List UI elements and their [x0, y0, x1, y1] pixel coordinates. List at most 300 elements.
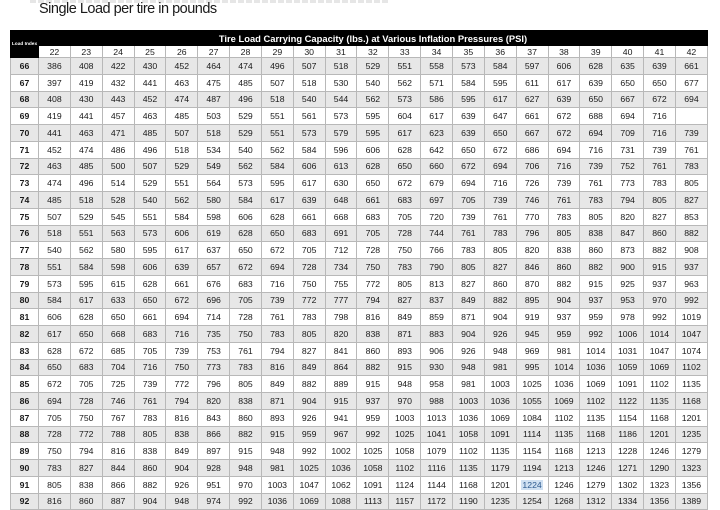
capacity-cell: 992	[675, 292, 707, 309]
capacity-cell: 783	[230, 359, 262, 376]
capacity-cell: 783	[39, 460, 71, 477]
load-index-cell: 78	[11, 259, 39, 276]
capacity-cell: 1389	[675, 493, 707, 510]
capacity-cell: 650	[452, 141, 484, 158]
capacity-cell: 630	[325, 175, 357, 192]
capacity-cell: 948	[452, 359, 484, 376]
capacity-cell: 464	[198, 58, 230, 75]
capacity-cell: 463	[39, 158, 71, 175]
capacity-cell: 1088	[325, 493, 357, 510]
page-title: Single Load per tire in pounds	[39, 1, 217, 17]
capacity-cell: 705	[452, 192, 484, 209]
capacity-cell: 1006	[612, 326, 644, 343]
capacity-cell: 595	[134, 242, 166, 259]
capacity-cell: 694	[548, 141, 580, 158]
capacity-cell: 661	[516, 108, 548, 125]
capacity-cell: 457	[102, 108, 134, 125]
capacity-cell: 937	[644, 275, 676, 292]
capacity-cell: 1091	[612, 376, 644, 393]
capacity-cell: 562	[389, 74, 421, 91]
capacity-cell: 617	[261, 192, 293, 209]
table-row	[11, 192, 708, 209]
capacity-cell: 639	[452, 108, 484, 125]
capacity-cell: 959	[580, 309, 612, 326]
capacity-cell: 897	[198, 443, 230, 460]
load-index-cell: 81	[11, 309, 39, 326]
capacity-cell: 915	[389, 359, 421, 376]
capacity-cell: 650	[261, 225, 293, 242]
capacity-cell: 518	[325, 58, 357, 75]
capacity-cell: 683	[230, 275, 262, 292]
capacity-cell: 889	[325, 376, 357, 393]
capacity-cell: 805	[230, 376, 262, 393]
capacity-cell: 584	[261, 158, 293, 175]
capacity-cell: 871	[452, 309, 484, 326]
capacity-cell: 696	[198, 292, 230, 309]
capacity-cell: 408	[39, 91, 71, 108]
capacity-cell: 1014	[580, 342, 612, 359]
capacity-cell: 551	[39, 259, 71, 276]
capacity-cell: 1062	[325, 476, 357, 493]
psi-header-cell: 37	[516, 46, 548, 58]
capacity-cell: 1194	[516, 460, 548, 477]
capacity-cell: 683	[70, 359, 102, 376]
capacity-cell: 970	[644, 292, 676, 309]
capacity-cell: 1246	[548, 476, 580, 493]
capacity-cell: 1014	[644, 326, 676, 343]
capacity-cell: 816	[357, 309, 389, 326]
capacity-cell: 1190	[452, 493, 484, 510]
capacity-cell: 1168	[644, 409, 676, 426]
capacity-cell: 540	[357, 74, 389, 91]
capacity-cell: 712	[325, 242, 357, 259]
capacity-cell: 529	[230, 108, 262, 125]
capacity-cell: 1154	[516, 443, 548, 460]
capacity-cell: 794	[261, 342, 293, 359]
capacity-cell: 904	[548, 292, 580, 309]
capacity-cell: 705	[134, 342, 166, 359]
capacity-cell: 529	[357, 58, 389, 75]
psi-header-cell: 26	[166, 46, 198, 58]
capacity-cell: 661	[293, 208, 325, 225]
table-row	[11, 426, 708, 443]
capacity-cell: 992	[230, 493, 262, 510]
capacity-cell: 853	[675, 208, 707, 225]
capacity-cell: 628	[39, 342, 71, 359]
capacity-cell: 562	[261, 141, 293, 158]
capacity-cell: 1102	[389, 460, 421, 477]
capacity-cell: 726	[516, 175, 548, 192]
capacity-cell: 485	[39, 192, 71, 209]
capacity-cell: 639	[166, 259, 198, 276]
capacity-cell: 820	[612, 208, 644, 225]
capacity-cell: 959	[293, 426, 325, 443]
capacity-cell: 772	[166, 376, 198, 393]
capacity-cell: 1124	[389, 476, 421, 493]
capacity-cell: 882	[484, 292, 516, 309]
table-row	[11, 242, 708, 259]
capacity-cell: 1025	[293, 460, 325, 477]
capacity-cell: 716	[134, 359, 166, 376]
capacity-cell: 1135	[548, 426, 580, 443]
capacity-cell: 1069	[293, 493, 325, 510]
capacity-cell: 838	[70, 476, 102, 493]
capacity-cell: 584	[293, 141, 325, 158]
capacity-cell: 992	[357, 426, 389, 443]
load-index-cell: 91	[11, 476, 39, 493]
capacity-cell: 739	[166, 342, 198, 359]
capacity-cell: 1279	[675, 443, 707, 460]
capacity-cell: 728	[70, 393, 102, 410]
capacity-cell: 1302	[612, 476, 644, 493]
capacity-cell: 820	[516, 242, 548, 259]
capacity-cell: 518	[261, 91, 293, 108]
capacity-cell: 595	[357, 108, 389, 125]
capacity-cell: 725	[102, 376, 134, 393]
capacity-cell: 606	[293, 158, 325, 175]
capacity-cell: 1168	[452, 476, 484, 493]
capacity-cell: 958	[421, 376, 453, 393]
capacity-cell: 514	[102, 175, 134, 192]
load-index-cell: 80	[11, 292, 39, 309]
capacity-cell: 650	[134, 292, 166, 309]
capacity-cell: 685	[102, 342, 134, 359]
capacity-cell: 846	[516, 259, 548, 276]
capacity-cell: 615	[102, 275, 134, 292]
capacity-cell: 783	[644, 175, 676, 192]
capacity-cell: 1102	[675, 359, 707, 376]
capacity-cell: 915	[230, 443, 262, 460]
capacity-cell: 969	[516, 342, 548, 359]
capacity-cell: 750	[389, 242, 421, 259]
load-index-cell: 76	[11, 225, 39, 242]
capacity-cell: 755	[325, 275, 357, 292]
table-row	[11, 208, 708, 225]
capacity-cell: 860	[357, 342, 389, 359]
capacity-cell: 496	[134, 141, 166, 158]
psi-header-cell: 33	[389, 46, 421, 58]
capacity-cell: 714	[198, 309, 230, 326]
capacity-cell: 1102	[580, 393, 612, 410]
load-index-cell: 67	[11, 74, 39, 91]
capacity-cell: 705	[389, 208, 421, 225]
capacity-cell: 805	[134, 426, 166, 443]
capacity-cell: 606	[230, 208, 262, 225]
capacity-cell: 772	[357, 275, 389, 292]
table-row	[11, 376, 708, 393]
capacity-cell: 617	[39, 326, 71, 343]
capacity-cell: 650	[389, 158, 421, 175]
capacity-cell: 915	[580, 275, 612, 292]
table-row	[11, 125, 708, 142]
capacity-cell: 573	[134, 225, 166, 242]
capacity-cell: 596	[325, 141, 357, 158]
capacity-cell: 813	[421, 275, 453, 292]
capacity-cell: 386	[39, 58, 71, 75]
capacity-cell: 672	[548, 125, 580, 142]
capacity-cell: 770	[516, 208, 548, 225]
capacity-cell: 739	[644, 141, 676, 158]
table-row	[11, 275, 708, 292]
capacity-cell: 1091	[484, 426, 516, 443]
load-index-cell: 83	[11, 342, 39, 359]
tire-load-table	[10, 30, 708, 510]
capacity-cell: 1114	[516, 426, 548, 443]
capacity-cell: 471	[102, 125, 134, 142]
capacity-cell: 735	[198, 326, 230, 343]
table-row	[11, 443, 708, 460]
capacity-cell: 1025	[516, 376, 548, 393]
capacity-cell: 584	[484, 58, 516, 75]
capacity-cell: 623	[421, 125, 453, 142]
capacity-cell: 908	[675, 242, 707, 259]
capacity-cell: 1135	[580, 409, 612, 426]
capacity-cell: 1047	[675, 326, 707, 343]
load-index-cell: 84	[11, 359, 39, 376]
capacity-cell: 584	[39, 292, 71, 309]
psi-header-cell: 25	[134, 46, 166, 58]
capacity-cell: 1157	[389, 493, 421, 510]
capacity-cell: 562	[230, 158, 262, 175]
load-index-cell: 92	[11, 493, 39, 510]
capacity-cell: 925	[612, 275, 644, 292]
capacity-cell: 767	[102, 409, 134, 426]
capacity-cell: 611	[516, 74, 548, 91]
capacity-cell: 584	[452, 74, 484, 91]
load-index-cell: 66	[11, 58, 39, 75]
capacity-cell: 452	[39, 141, 71, 158]
capacity-cell: 1069	[644, 359, 676, 376]
capacity-cell: 945	[516, 326, 548, 343]
capacity-cell: 705	[357, 225, 389, 242]
capacity-cell: 860	[484, 275, 516, 292]
capacity-cell: 728	[389, 225, 421, 242]
capacity-cell: 463	[134, 108, 166, 125]
capacity-cell: 584	[70, 259, 102, 276]
capacity-cell: 750	[39, 443, 71, 460]
capacity-cell: 753	[198, 342, 230, 359]
capacity-cell: 882	[644, 242, 676, 259]
table-row	[11, 393, 708, 410]
capacity-cell: 705	[293, 242, 325, 259]
table-row	[11, 409, 708, 426]
capacity-cell: 452	[134, 91, 166, 108]
capacity-cell: 948	[484, 342, 516, 359]
capacity-cell: 805	[644, 192, 676, 209]
capacity-cell: 796	[198, 376, 230, 393]
capacity-cell: 507	[39, 208, 71, 225]
capacity-cell: 628	[357, 158, 389, 175]
capacity-cell: 915	[325, 393, 357, 410]
capacity-cell: 847	[612, 225, 644, 242]
capacity-cell: 981	[261, 460, 293, 477]
capacity-cell: 820	[325, 326, 357, 343]
capacity-cell: 1168	[548, 443, 580, 460]
capacity-cell: 843	[198, 409, 230, 426]
capacity-cell: 573	[325, 108, 357, 125]
capacity-cell: 1201	[675, 409, 707, 426]
capacity-cell: 860	[134, 460, 166, 477]
capacity-cell: 650	[230, 242, 262, 259]
capacity-cell: 606	[548, 58, 580, 75]
capacity-cell: 683	[293, 225, 325, 242]
capacity-cell: 672	[230, 259, 262, 276]
capacity-cell: 580	[102, 242, 134, 259]
capacity-cell: 628	[230, 225, 262, 242]
capacity-cell: 783	[389, 259, 421, 276]
capacity-cell: 564	[198, 175, 230, 192]
capacity-cell: 838	[134, 443, 166, 460]
capacity-cell: 432	[102, 74, 134, 91]
capacity-cell: 750	[357, 259, 389, 276]
capacity-cell: 650	[484, 125, 516, 142]
capacity-cell: 551	[389, 58, 421, 75]
capacity-cell: 728	[39, 426, 71, 443]
capacity-cell: 419	[39, 108, 71, 125]
capacity-cell: 1047	[293, 476, 325, 493]
capacity-cell: 1246	[644, 443, 676, 460]
capacity-cell: 430	[134, 58, 166, 75]
capacity-cell: 474	[166, 91, 198, 108]
capacity-cell: 485	[166, 108, 198, 125]
capacity-cell: 1172	[421, 493, 453, 510]
capacity-cell: 926	[293, 409, 325, 426]
capacity-cell: 540	[230, 141, 262, 158]
capacity-cell: 805	[484, 242, 516, 259]
capacity-cell: 937	[357, 393, 389, 410]
capacity-cell: 716	[548, 158, 580, 175]
capacity-cell: 1025	[357, 443, 389, 460]
capacity-cell: 507	[166, 125, 198, 142]
load-index-cell: 85	[11, 376, 39, 393]
capacity-cell: 1144	[421, 476, 453, 493]
capacity-cell: 617	[293, 175, 325, 192]
capacity-cell: 716	[166, 326, 198, 343]
capacity-cell: 887	[102, 493, 134, 510]
capacity-cell: 534	[198, 141, 230, 158]
capacity-cell: 529	[134, 175, 166, 192]
capacity-cell: 642	[421, 141, 453, 158]
capacity-cell: 870	[516, 275, 548, 292]
capacity-cell: 849	[452, 292, 484, 309]
capacity-cell: 1031	[612, 342, 644, 359]
capacity-cell: 948	[166, 493, 198, 510]
capacity-cell: 988	[421, 393, 453, 410]
load-index-cell: 89	[11, 443, 39, 460]
capacity-cell: 598	[198, 208, 230, 225]
table-row	[11, 493, 708, 510]
capacity-cell: 628	[389, 141, 421, 158]
capacity-cell: 761	[134, 393, 166, 410]
capacity-cell: 919	[516, 309, 548, 326]
capacity-cell: 1102	[644, 376, 676, 393]
table-row	[11, 259, 708, 276]
capacity-cell: 443	[102, 91, 134, 108]
capacity-cell: 474	[39, 175, 71, 192]
capacity-cell: 849	[166, 443, 198, 460]
capacity-cell: 551	[261, 108, 293, 125]
capacity-cell: 1201	[644, 426, 676, 443]
psi-header-cell: 24	[102, 46, 134, 58]
capacity-cell: 584	[166, 208, 198, 225]
capacity-cell: 798	[325, 309, 357, 326]
capacity-cell: 633	[102, 292, 134, 309]
table-row	[11, 108, 708, 125]
capacity-cell: 1041	[421, 426, 453, 443]
capacity-cell: 496	[230, 91, 262, 108]
capacity-cell: 617	[421, 108, 453, 125]
capacity-cell: 639	[644, 58, 676, 75]
capacity-cell: 904	[452, 326, 484, 343]
capacity-cell: 485	[230, 74, 262, 91]
capacity-cell: 694	[452, 175, 484, 192]
capacity-cell: 739	[548, 175, 580, 192]
capacity-cell: 805	[39, 476, 71, 493]
capacity-cell: 586	[421, 91, 453, 108]
capacity-cell: 930	[421, 359, 453, 376]
capacity-cell: 709	[612, 125, 644, 142]
capacity-cell: 694	[612, 108, 644, 125]
capacity-cell: 704	[102, 359, 134, 376]
capacity-cell: 827	[70, 460, 102, 477]
table-row	[11, 460, 708, 477]
capacity-cell: 397	[39, 74, 71, 91]
capacity-cell: 617	[389, 125, 421, 142]
capacity-cell: 1323	[675, 460, 707, 477]
capacity-cell: 783	[484, 225, 516, 242]
capacity-cell: 893	[389, 342, 421, 359]
capacity-cell: 906	[421, 342, 453, 359]
capacity-cell: 627	[516, 91, 548, 108]
capacity-cell: 915	[261, 426, 293, 443]
capacity-cell: 766	[421, 242, 453, 259]
load-index-cell: 74	[11, 192, 39, 209]
capacity-cell: 606	[39, 309, 71, 326]
capacity-cell: 1268	[548, 493, 580, 510]
capacity-cell: 1135	[675, 376, 707, 393]
capacity-cell: 1235	[484, 493, 516, 510]
capacity-cell: 805	[675, 175, 707, 192]
capacity-cell: 827	[389, 292, 421, 309]
load-index-cell: 70	[11, 125, 39, 142]
capacity-cell: 694	[261, 259, 293, 276]
capacity-cell: 720	[421, 208, 453, 225]
capacity-cell: 915	[644, 259, 676, 276]
capacity-cell: 518	[39, 225, 71, 242]
capacity-cell: 617	[166, 242, 198, 259]
capacity-cell: 549	[198, 158, 230, 175]
capacity-cell: 716	[261, 275, 293, 292]
capacity-cell: 827	[644, 208, 676, 225]
capacity-cell: 507	[134, 158, 166, 175]
capacity-cell: 974	[198, 493, 230, 510]
psi-header-cell: 35	[452, 46, 484, 58]
capacity-cell: 595	[452, 91, 484, 108]
capacity-cell: 728	[293, 259, 325, 276]
capacity-cell: 628	[580, 58, 612, 75]
capacity-cell: 827	[675, 192, 707, 209]
capacity-cell: 773	[612, 175, 644, 192]
capacity-header: Tire Load Carrying Capacity (lbs.) at Various Inflation Pressures (PSI)	[39, 31, 708, 46]
capacity-cell: 866	[102, 476, 134, 493]
capacity-cell: 613	[325, 158, 357, 175]
capacity-cell: 573	[230, 175, 262, 192]
capacity-cell: 672	[166, 292, 198, 309]
capacity-cell: 595	[261, 175, 293, 192]
capacity-cell: 617	[484, 91, 516, 108]
capacity-cell: 463	[70, 125, 102, 142]
capacity-cell: 716	[484, 175, 516, 192]
